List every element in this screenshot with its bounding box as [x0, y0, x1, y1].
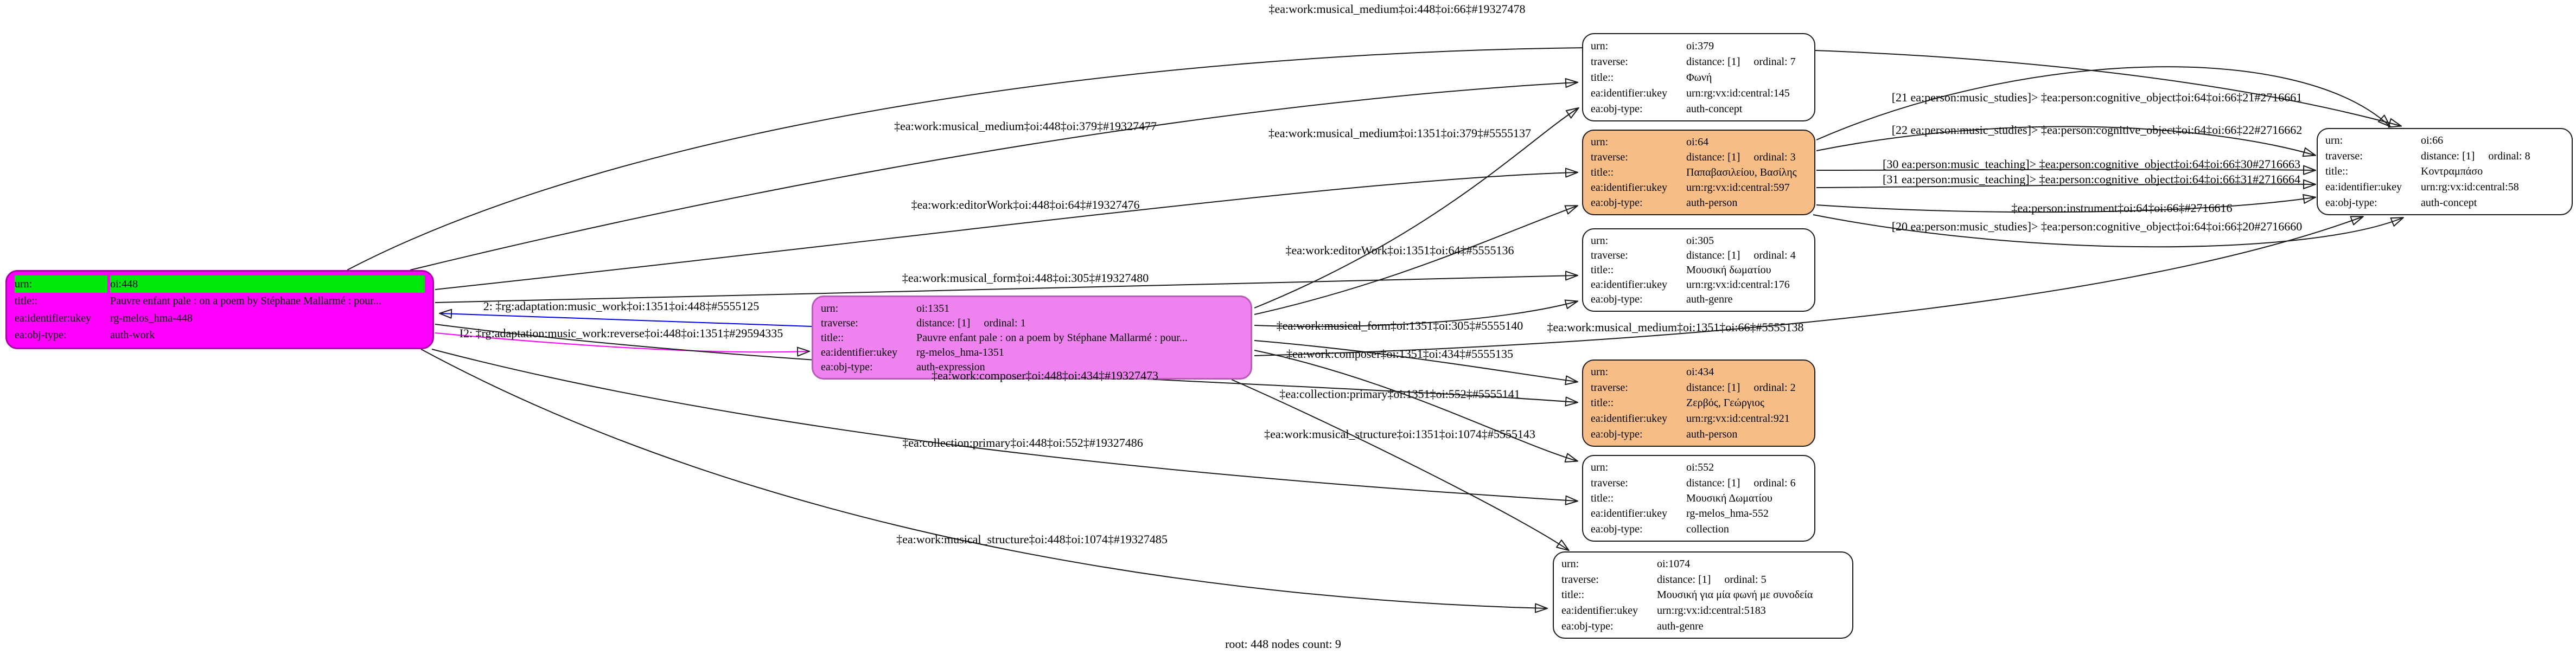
row-value: urn:rg:vx:id:central:921	[1686, 413, 1790, 425]
node-379[interactable]	[1582, 33, 1815, 121]
row-label: traverse:	[1591, 151, 1628, 163]
row-value: distance: [1] ordinal: 7	[1686, 55, 1796, 68]
node-1351[interactable]	[812, 296, 1252, 380]
row-value: auth-genre	[1657, 620, 1704, 632]
row-value: urn:rg:vx:id:central:145	[1686, 87, 1790, 99]
node-66[interactable]	[2317, 128, 2573, 215]
edge-label: ‡ea:work:musical_structure‡oi:448‡oi:1074‡#19327485	[896, 532, 1168, 546]
row-label: ea:obj-type:	[1591, 523, 1643, 535]
edge-label: [30 ea:person:music_teaching]> ‡ea:person:cognitive_object‡oi:64‡oi:66‡30#2716663	[1882, 157, 2301, 171]
edge-label: ‡ea:work:musical_medium‡oi:1351‡oi:379‡#5555137	[1268, 126, 1531, 140]
row-label: urn:	[15, 275, 107, 293]
row-label: urn:	[1591, 40, 1609, 52]
row-value: auth-concept	[2421, 196, 2477, 209]
edge-label: ‡ea:work:musical_form‡oi:1351‡oi:305‡#5555140	[1276, 319, 1523, 332]
row-label: traverse:	[2325, 150, 2363, 162]
node-434-row-4	[1583, 426, 1814, 442]
edge-label: ‡ea:work:editorWork‡oi:1351‡oi:64‡#5555136	[1285, 243, 1514, 257]
node-64-row-2	[1583, 165, 1814, 180]
row-value: rg-melos_hma-552	[1686, 508, 1769, 520]
node-434[interactable]	[1582, 359, 1815, 447]
node-1351-row-1	[813, 316, 1251, 330]
row-value: Μουσική Δωματίου	[1686, 492, 1772, 505]
node-552-row-4	[1583, 522, 1814, 537]
node-434-row-1	[1583, 380, 1814, 396]
row-value: Μουσική για μία φωνή με συνοδεία	[1657, 589, 1813, 601]
node-379-row-2	[1583, 69, 1814, 85]
node-305-row-0	[1583, 233, 1814, 248]
row-value: distance: [1] ordinal: 8	[2421, 150, 2530, 162]
row-label: ea:obj-type:	[2325, 196, 2377, 209]
row-value: oi:1074	[1657, 558, 1691, 570]
row-label: urn:	[1591, 136, 1609, 148]
row-value: auth-concept	[1686, 102, 1743, 115]
node-1074[interactable]	[1553, 551, 1853, 639]
row-value: distance: [1] ordinal: 4	[1686, 249, 1796, 261]
row-value: oi:1351	[916, 302, 950, 314]
row-label: title::	[821, 331, 844, 344]
row-value: Pauvre enfant pale : on a poem by Stéphane Mallarmé : pour...	[110, 295, 381, 307]
row-label: title::	[1591, 492, 1614, 505]
node-66-row-1	[2318, 149, 2572, 164]
row-value: Pauvre enfant pale : on a poem by Stéphane Mallarmé : pour...	[916, 331, 1188, 344]
row-label: urn:	[2325, 134, 2343, 147]
row-value: oi:66	[2421, 134, 2444, 147]
edge-label: 2: ‡rg:adaptation:music_work‡oi:1351‡oi:448‡#5555125	[483, 299, 760, 313]
node-379-row-3	[1583, 85, 1814, 101]
row-value: Παπαβασιλείου, Βασίλης	[1686, 166, 1797, 178]
row-value: oi:305	[1686, 234, 1714, 247]
row-value: oi:552	[1686, 461, 1714, 474]
row-value: rg-melos_hma-448	[110, 312, 193, 324]
node-379-row-0	[1583, 38, 1814, 54]
edge-adaptation-music-work-1351-448	[441, 313, 812, 326]
node-552-row-3	[1583, 506, 1814, 521]
row-label: urn:	[1591, 234, 1609, 247]
row-value: distance: [1] ordinal: 6	[1686, 477, 1796, 489]
row-label: ea:identifier:ukey	[1591, 279, 1668, 291]
edge-musical-medium-448-379	[410, 82, 1577, 270]
row-value: rg-melos_hma-1351	[916, 346, 1004, 358]
row-value: auth-expression	[916, 361, 985, 373]
edge-label: [22 ea:person:music_studies]> ‡ea:person:cognitive_object‡oi:64‡oi:66‡22#2716662	[1891, 123, 2303, 137]
edge-collection-primary-1351-552	[1254, 350, 1577, 461]
row-label: ea:obj-type:	[15, 329, 67, 342]
node-448-row-3	[7, 327, 432, 344]
row-label: urn:	[821, 302, 839, 314]
node-448-row-2	[7, 310, 432, 327]
row-label: ea:identifier:ukey	[1591, 87, 1668, 99]
node-552[interactable]	[1582, 455, 1815, 542]
row-label: urn:	[1591, 461, 1609, 474]
node-66-row-3	[2318, 179, 2572, 195]
row-value: Μουσική δωματίου	[1686, 264, 1771, 276]
row-label: ea:obj-type:	[821, 361, 873, 373]
node-434-row-2	[1583, 395, 1814, 411]
node-305-row-2	[1583, 262, 1814, 277]
row-value: auth-genre	[1686, 293, 1733, 306]
row-value: urn:rg:vx:id:central:176	[1686, 279, 1790, 291]
row-value: distance: [1] ordinal: 3	[1686, 151, 1796, 163]
node-66-row-0	[2318, 133, 2572, 149]
row-value: urn:rg:vx:id:central:5183	[1657, 605, 1766, 617]
node-305-row-3	[1583, 278, 1814, 292]
row-label: title::	[1591, 397, 1614, 409]
edge-label: ‡ea:work:musical_structure‡oi:1351‡oi:1074‡#5555143	[1264, 427, 1535, 441]
row-label: ea:obj-type:	[1591, 197, 1643, 209]
row-label: ea:identifier:ukey	[1561, 605, 1638, 617]
row-value: oi:434	[1686, 366, 1714, 378]
row-label: urn:	[1591, 366, 1609, 378]
row-label: traverse:	[1591, 477, 1628, 489]
node-1074-row-0	[1554, 556, 1852, 572]
edge-label: ‡ea:work:musical_medium‡oi:448‡oi:66‡#19327478	[1268, 2, 1526, 16]
row-label: traverse:	[1561, 573, 1599, 586]
row-label: ea:identifier:ukey	[2325, 181, 2402, 194]
node-434-row-3	[1583, 411, 1814, 427]
node-448-row-1	[7, 293, 432, 310]
node-66-row-2	[2318, 164, 2572, 179]
row-label: title::	[1591, 71, 1614, 84]
row-value: oi:448	[110, 275, 425, 293]
edge-label: I2: ‡rg:adaptation:music_work:reverse‡oi:448‡oi:1351‡#29594335	[459, 326, 783, 340]
node-552-row-1	[1583, 475, 1814, 490]
edge-label: [21 ea:person:music_studies]> ‡ea:person:cognitive_object‡oi:64‡oi:66‡21#2716661	[1891, 91, 2303, 104]
row-value: oi:379	[1686, 40, 1714, 52]
edge-label: [20 ea:person:music_studies]> ‡ea:person:cognitive_object‡oi:64‡oi:66‡20#2716660	[1891, 220, 2303, 233]
edge-label: ‡ea:work:musical_medium‡oi:1351‡oi:66‡#5555138	[1547, 320, 1804, 334]
row-label: ea:identifier:ukey	[1591, 413, 1668, 425]
edge-label: ‡ea:work:musical_form‡oi:448‡oi:305‡#19327480	[902, 271, 1149, 285]
row-label: ea:obj-type:	[1591, 428, 1643, 440]
row-value: Κοντραμπάσο	[2421, 165, 2483, 178]
node-1074-row-1	[1554, 572, 1852, 588]
row-value: auth-work	[110, 329, 155, 342]
row-label: ea:identifier:ukey	[821, 346, 898, 358]
row-label: title::	[1561, 589, 1585, 601]
row-value: distance: [1] ordinal: 1	[916, 317, 1026, 329]
node-64[interactable]	[1582, 130, 1815, 215]
edge-label: ‡ea:work:composer‡oi:448‡oi:434‡#19327473	[932, 369, 1158, 382]
row-label: traverse:	[1591, 55, 1628, 68]
root-summary: root: 448 nodes count: 9	[1225, 637, 1341, 651]
row-label: ea:obj-type:	[1591, 293, 1643, 306]
row-label: ea:identifier:ukey	[15, 312, 92, 324]
edge-label: [31 ea:person:music_teaching]> ‡ea:person:cognitive_object‡oi:64‡oi:66‡31#2716664	[1882, 172, 2301, 186]
row-label: title::	[1591, 166, 1614, 178]
row-value: auth-person	[1686, 197, 1738, 209]
row-value: Ζερβός, Γεώργιος	[1686, 397, 1764, 409]
edge-label: ‡ea:collection:primary‡oi:448‡oi:552‡#19327486	[902, 436, 1143, 449]
edge-label: ‡ea:person:instrument‡oi:64‡oi:66‡#2716616	[2011, 201, 2233, 215]
row-label: title::	[15, 295, 38, 307]
node-1351-row-0	[813, 301, 1251, 316]
node-1351-row-3	[813, 345, 1251, 359]
row-label: ea:obj-type:	[1591, 102, 1643, 115]
node-1074-row-2	[1554, 587, 1852, 603]
node-1074-row-4	[1554, 618, 1852, 634]
row-value: distance: [1] ordinal: 2	[1686, 381, 1796, 394]
node-552-row-2	[1583, 491, 1814, 506]
row-label: ea:obj-type:	[1561, 620, 1614, 632]
node-1351-row-2	[813, 330, 1251, 345]
node-305-row-4	[1583, 292, 1814, 307]
node-379-row-1	[1583, 54, 1814, 69]
node-64-row-3	[1583, 180, 1814, 195]
edge-label: ‡ea:work:musical_medium‡oi:448‡oi:379‡#19327477	[894, 119, 1157, 133]
edge-editorwork-1351-64	[1254, 206, 1577, 314]
row-value: Φωνή	[1686, 71, 1712, 84]
edge-label: ‡ea:collection:primary‡oi:1351‡oi:552‡#5555141	[1279, 387, 1520, 401]
edge-label: ‡ea:work:editorWork‡oi:448‡oi:64‡#19327476	[911, 198, 1140, 211]
node-305[interactable]	[1582, 228, 1815, 312]
node-64-row-0	[1583, 134, 1814, 150]
node-66-row-4	[2318, 195, 2572, 210]
node-64-row-4	[1583, 195, 1814, 210]
row-label: ea:identifier:ukey	[1591, 182, 1668, 194]
node-64-row-1	[1583, 150, 1814, 165]
row-value: distance: [1] ordinal: 5	[1657, 573, 1767, 586]
node-305-row-1	[1583, 248, 1814, 262]
edge-label: ‡ea:work:composer‡oi:1351‡oi:434‡#5555135	[1286, 347, 1513, 361]
node-448-row-0	[7, 275, 432, 293]
row-label: traverse:	[1591, 249, 1628, 261]
node-379-row-4	[1583, 101, 1814, 117]
row-value: urn:rg:vx:id:central:597	[1686, 182, 1790, 194]
row-value: oi:64	[1686, 136, 1709, 148]
row-label: ea:identifier:ukey	[1591, 508, 1668, 520]
row-label: urn:	[1561, 558, 1579, 570]
row-label: title::	[2325, 165, 2349, 178]
node-448[interactable]	[5, 270, 434, 349]
row-value: urn:rg:vx:id:central:58	[2421, 181, 2519, 194]
row-value: collection	[1686, 523, 1729, 535]
node-552-row-0	[1583, 460, 1814, 475]
node-434-row-0	[1583, 364, 1814, 380]
row-label: traverse:	[821, 317, 858, 329]
row-label: traverse:	[1591, 381, 1628, 394]
row-label: title::	[1591, 264, 1614, 276]
node-1074-row-3	[1554, 603, 1852, 619]
edge-musical-structure-1351-1074	[1232, 380, 1568, 550]
row-value: auth-person	[1686, 428, 1738, 440]
